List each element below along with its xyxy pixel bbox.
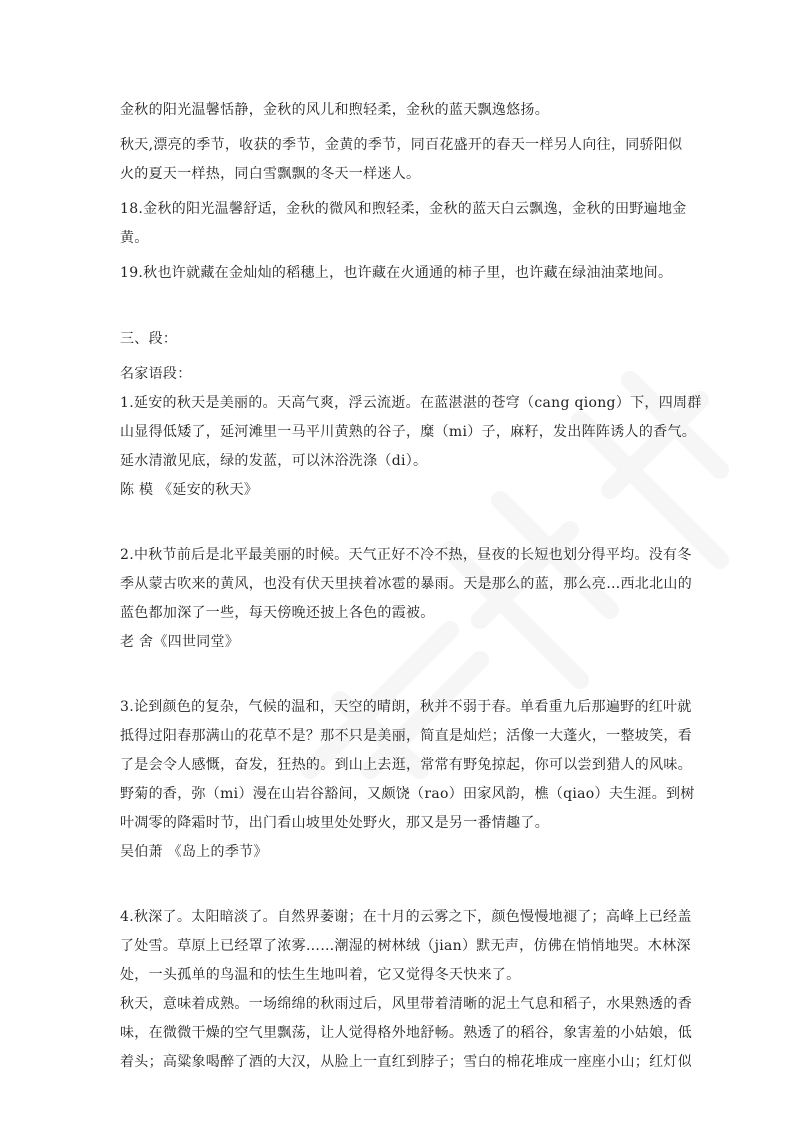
text-line: 秋天，意味着成熟。一场绵绵的秋雨过后，风里带着清晰的泥土气息和稻子，水果熟透的香 bbox=[120, 996, 692, 1012]
text-line: 黄。 bbox=[120, 230, 149, 246]
text-line: 火的夏天一样热，同白雪飘飘的冬天一样迷人。 bbox=[120, 166, 421, 182]
text-line: 味，在微微干燥的空气里飘荡，让人觉得格外地舒畅。熟透了的稻谷，象害羞的小姑娘，低 bbox=[120, 1025, 692, 1041]
text-line: 抵得过阳春那满山的花草不是？那不只是美丽，简直是灿烂；活像一大蓬火，一整坡笑，看 bbox=[120, 728, 692, 744]
text-line: 18.金秋的阳光温馨舒适，金秋的微风和煦轻柔，金秋的蓝天白云飘逸，金秋的田野遍地金 bbox=[120, 201, 687, 217]
passage-source: 老 舍《四世同堂》 bbox=[120, 634, 240, 650]
text-line: 处，一头孤单的鸟温和的怯生生地叫着，它又觉得冬天快来了。 bbox=[120, 967, 521, 983]
text-line: 叶凋零的降霜时节，出门看山坡里处处野火，那又是另一番情趣了。 bbox=[120, 815, 549, 831]
text-line: 秋天,漂亮的季节，收获的季节，金黄的季节，同百花盛开的春天一样另人向往，同骄阳似 bbox=[120, 137, 683, 153]
text-line: 延水清澈见底，绿的发蓝，可以沐浴洗涤（di）。 bbox=[120, 453, 428, 469]
text-line: 蓝色都加深了一些，每天傍晚还披上各色的霞被。 bbox=[120, 605, 435, 621]
text-line: 季从蒙古吹来的黄风，也没有伏天里挟着冰雹的暴雨。天是那么的蓝，那么亮…西北北山的 bbox=[120, 576, 692, 592]
text-line: 山显得低矮了，延河滩里一马平川黄熟的谷子，糜（mi）子，麻籽，发出阵阵诱人的香气。 bbox=[120, 424, 697, 440]
text-line: 3.论到颜色的复杂，气候的温和，天空的晴朗，秋并不弱于春。单看重九后那遍野的红叶就 bbox=[120, 699, 692, 715]
section-title: 三、段： bbox=[120, 331, 178, 347]
subsection-title: 名家语段： bbox=[120, 366, 192, 382]
text-line: 金秋的阳光温馨恬静，金秋的风儿和煦轻柔，金秋的蓝天飘逸悠扬。 bbox=[120, 102, 549, 118]
text-line: 野菊的香，弥（mi）漫在山岩谷豁间，又颇饶（rao）田家风韵，樵（qiao）夫生涯。到树 bbox=[120, 786, 695, 802]
text-line: 了处雪。草原上已经罩了浓雾……潮湿的树林绒（jian）默无声，仿佛在悄悄地哭。木林深 bbox=[120, 938, 691, 954]
passage-source: 陈 模 《延安的秋天》 bbox=[120, 482, 259, 498]
text-line: 19.秋也许就藏在金灿灿的稻穗上，也许藏在火通通的柿子里，也许藏在绿油油菜地间。 bbox=[120, 265, 673, 281]
document-body bbox=[120, 96, 702, 1077]
passage-source: 吴伯萧 《岛上的季节》 bbox=[120, 844, 268, 860]
text-line: 2.中秋节前后是北平最美丽的时候。天气正好不冷不热，昼夜的长短也划分得平均。没有冬 bbox=[120, 547, 692, 563]
text-line: 着头；高粱象喝醉了酒的大汉，从脸上一直红到脖子；雪白的棉花堆成一座座小山；红灯似 bbox=[120, 1054, 692, 1070]
text-line: 了是会令人感慨，奋发，狂热的。到山上去逛，常常有野兔掠起，你可以尝到猎人的风味。 bbox=[120, 757, 692, 773]
text-line: 1.延安的秋天是美丽的。天高气爽，浮云流逝。在蓝湛湛的苍穹（cang qiong）下，四周群 bbox=[120, 395, 702, 411]
text-line: 4.秋深了。太阳暗淡了。自然界萎谢；在十月的云雾之下，颜色慢慢地褪了；高峰上已经盖 bbox=[120, 909, 692, 925]
